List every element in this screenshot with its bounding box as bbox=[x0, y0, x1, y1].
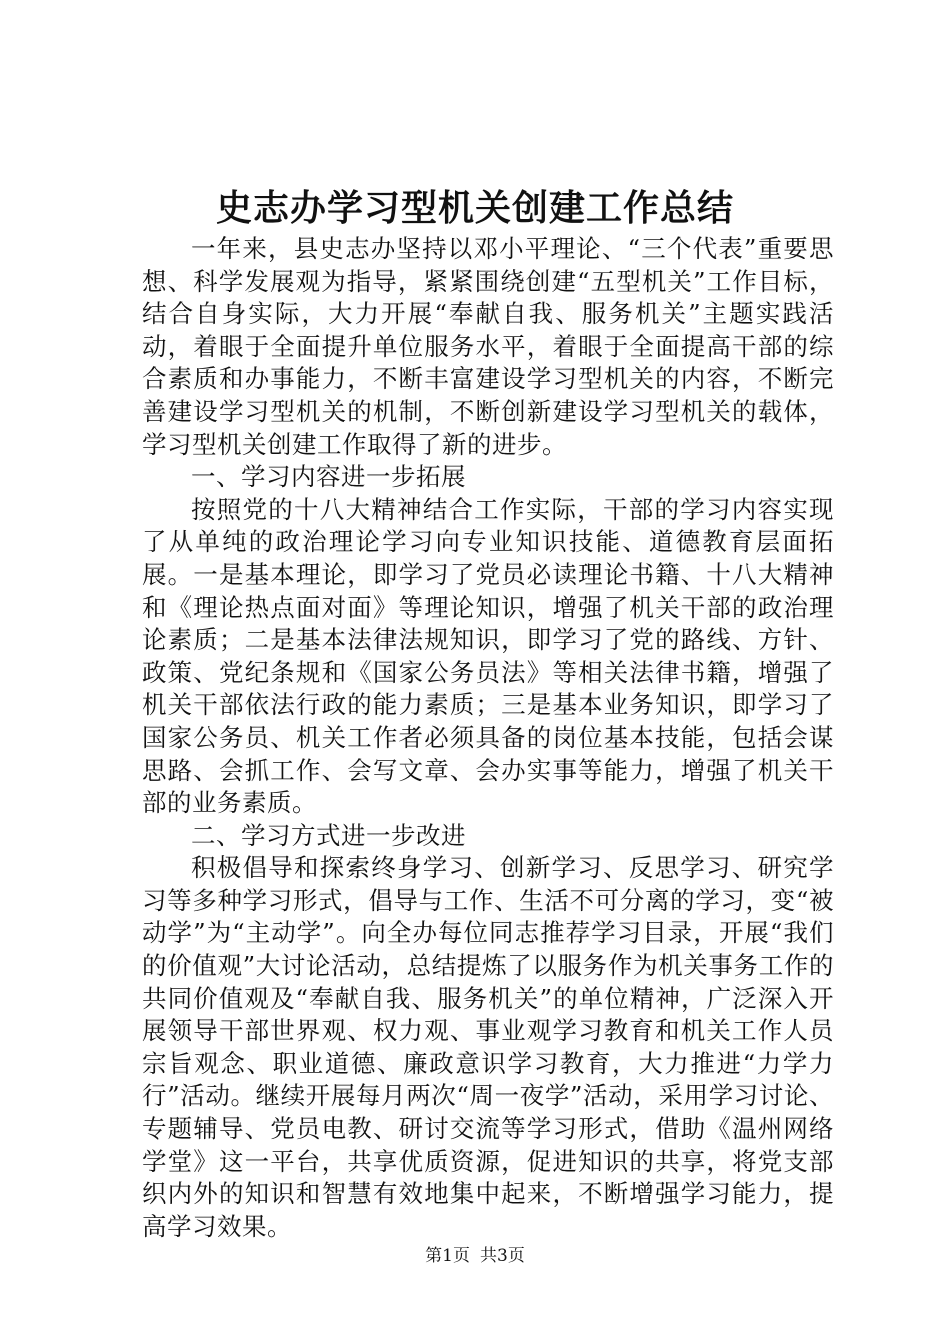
page-footer bbox=[0, 1244, 950, 1268]
section-heading-1: 一、学习内容进一步拓展 bbox=[191, 462, 466, 492]
document-body bbox=[142, 233, 834, 1243]
page-number: 第1页 bbox=[425, 1246, 470, 1266]
section-2-paragraph: 积极倡导和探索终身学习、创新学习、反思学习、研究学习等多种学习形式，倡导与工作、生活不可分离的学习，变“被动学”为“主动学”。向全办每位同志推荐学习目录，开展“我们的价值观”大讨论活动，总结提炼了以服务作为机关事务工作的共同价值观及“奉献自我、服务机关”的单位精神，广泛深入开展领导干部世界观、权力观、事业观学习教育和机关工作人员宗旨观念、职业道德、廉政意识学习教育，大力推进“力学力行”活动。继续开展每月两次“周一夜学”活动，采用学习讨论、专题辅导、党员电教、研讨交流等学习形式，借助《温州网络学堂》这一平台，共享优质资源，促进知识的共享，将党支部织内外的知识和智慧有效地集中起来，不断增强学习能力，提高学习效果。 bbox=[142, 853, 834, 1241]
section-heading-2: 二、学习方式进一步改进 bbox=[191, 820, 466, 850]
document-title: 史志办学习型机关创建工作总结 bbox=[215, 187, 734, 229]
intro-paragraph: 一年来，县史志办坚持以邓小平理论、“三个代表”重要思想、科学发展观为指导，紧紧围绕创建“五型机关”工作目标，结合自身实际，大力开展“奉献自我、服务机关”主题实践活动，着眼于全面提升单位服务水平，着眼于全面提高干部的综合素质和办事能力，不断丰富建设学习型机关的内容，不断完善建设学习型机关的机制，不断创新建设学习型机关的载体，学习型机关创建工作取得了新的进步。 bbox=[142, 234, 834, 459]
section-1-paragraph: 按照党的十八大精神结合工作实际，干部的学习内容实现了从单纯的政治理论学习向专业知识技能、道德教育层面拓展。一是基本理论，即学习了党员必读理论书籍、十八大精神和《理论热点面对面》等理论知识，增强了机关干部的政治理论素质；二是基本法律法规知识，即学习了党的路线、方针、政策、党纪条规和《国家公务员法》等相关法律书籍，增强了机关干部依法行政的能力素质；三是基本业务知识，即学习了国家公务员、机关工作者必须具备的岗位基本技能，包括会谋思路、会抓工作、会写文章、会办实事等能力，增强了机关干部的业务素质。 bbox=[142, 494, 834, 818]
page-total: 共3页 bbox=[480, 1246, 525, 1266]
